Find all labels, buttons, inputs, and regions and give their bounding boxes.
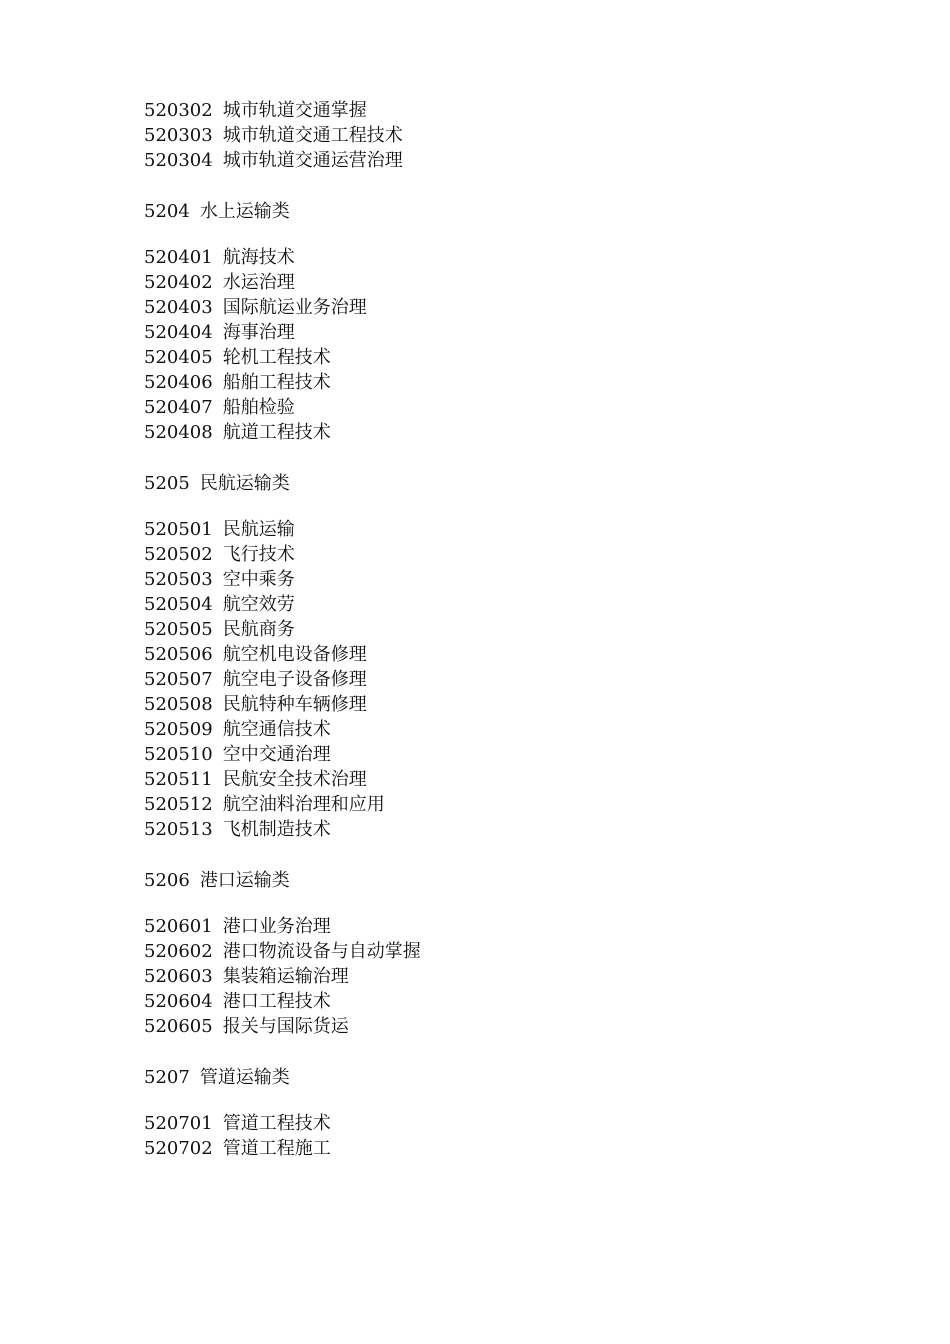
program-name: 航空效劳 — [222, 594, 295, 615]
program-row — [144, 717, 864, 742]
program-row — [144, 420, 864, 445]
program-name: 城市轨道交通运营治理 — [222, 150, 403, 171]
program-name: 空中乘务 — [222, 569, 295, 590]
program-code: 520502 — [144, 544, 213, 565]
program-name: 船舶检验 — [222, 397, 295, 418]
program-name: 航空机电设备修理 — [222, 644, 367, 665]
program-row — [144, 98, 864, 123]
category-code: 5205 — [144, 473, 190, 494]
program-code: 520304 — [144, 150, 213, 171]
category-group — [144, 199, 864, 445]
program-name: 轮机工程技术 — [222, 347, 331, 368]
program-code: 520508 — [144, 694, 213, 715]
program-row — [144, 617, 864, 642]
program-code: 520604 — [144, 991, 213, 1012]
category-code: 5207 — [144, 1067, 190, 1088]
program-code: 520504 — [144, 594, 213, 615]
program-code: 520512 — [144, 794, 213, 815]
program-code: 520509 — [144, 719, 213, 740]
program-row — [144, 592, 864, 617]
program-name: 集装箱运输治理 — [222, 966, 349, 987]
program-code: 520408 — [144, 422, 213, 443]
program-code: 520603 — [144, 966, 213, 987]
program-row — [144, 517, 864, 542]
category-group — [144, 868, 864, 1039]
category-code: 5204 — [144, 201, 190, 222]
program-code: 520407 — [144, 397, 213, 418]
program-code: 520702 — [144, 1138, 213, 1159]
program-name: 水运治理 — [222, 272, 295, 293]
program-name: 港口业务治理 — [222, 916, 331, 937]
category-heading — [144, 868, 864, 893]
program-name: 飞机制造技术 — [222, 819, 331, 840]
program-code: 520401 — [144, 247, 213, 268]
program-row — [144, 692, 864, 717]
program-row — [144, 395, 864, 420]
program-name: 城市轨道交通掌握 — [222, 100, 367, 121]
category-heading — [144, 1065, 864, 1090]
program-code: 520405 — [144, 347, 213, 368]
program-name: 航空电子设备修理 — [222, 669, 367, 690]
program-row — [144, 295, 864, 320]
program-name: 海事治理 — [222, 322, 295, 343]
program-code: 520302 — [144, 100, 213, 121]
program-name: 船舶工程技术 — [222, 372, 331, 393]
program-code: 520503 — [144, 569, 213, 590]
program-code: 520402 — [144, 272, 213, 293]
program-row — [144, 542, 864, 567]
program-name: 管道工程施工 — [222, 1138, 331, 1159]
program-code: 520511 — [144, 769, 213, 790]
program-name: 民航运输 — [222, 519, 295, 540]
program-name: 报关与国际货运 — [222, 1016, 349, 1037]
program-name: 港口物流设备与自动掌握 — [222, 941, 421, 962]
program-name: 国际航运业务治理 — [222, 297, 367, 318]
program-list — [144, 98, 864, 1161]
program-row — [144, 1014, 864, 1039]
category-code: 5206 — [144, 870, 190, 891]
program-row — [144, 1136, 864, 1161]
program-code: 520602 — [144, 941, 213, 962]
program-code: 520505 — [144, 619, 213, 640]
program-row — [144, 1111, 864, 1136]
program-name: 飞行技术 — [222, 544, 295, 565]
program-row — [144, 123, 864, 148]
program-name: 城市轨道交通工程技术 — [222, 125, 403, 146]
program-code: 520404 — [144, 322, 213, 343]
program-code: 520513 — [144, 819, 213, 840]
program-name: 航海技术 — [222, 247, 295, 268]
program-code: 520507 — [144, 669, 213, 690]
program-row — [144, 767, 864, 792]
category-name: 水上运输类 — [199, 201, 290, 222]
program-name: 航空通信技术 — [222, 719, 331, 740]
program-code: 520406 — [144, 372, 213, 393]
program-row — [144, 792, 864, 817]
category-heading — [144, 199, 864, 224]
category-name: 管道运输类 — [199, 1067, 290, 1088]
category-name: 民航运输类 — [199, 473, 290, 494]
program-name: 管道工程技术 — [222, 1113, 331, 1134]
program-name: 民航特种车辆修理 — [222, 694, 367, 715]
program-code: 520605 — [144, 1016, 213, 1037]
program-code: 520510 — [144, 744, 213, 765]
program-code: 520501 — [144, 519, 213, 540]
program-name: 航空油料治理和应用 — [222, 794, 385, 815]
program-row — [144, 345, 864, 370]
program-name: 民航安全技术治理 — [222, 769, 367, 790]
program-row — [144, 964, 864, 989]
category-group — [144, 1065, 864, 1161]
program-row — [144, 939, 864, 964]
program-row — [144, 742, 864, 767]
program-code: 520506 — [144, 644, 213, 665]
category-name: 港口运输类 — [199, 870, 290, 891]
program-row — [144, 370, 864, 395]
program-code: 520303 — [144, 125, 213, 146]
program-row — [144, 148, 864, 173]
program-code: 520403 — [144, 297, 213, 318]
program-row — [144, 320, 864, 345]
program-row — [144, 989, 864, 1014]
program-row — [144, 245, 864, 270]
program-row — [144, 270, 864, 295]
program-row — [144, 817, 864, 842]
program-name: 航道工程技术 — [222, 422, 331, 443]
program-code: 520701 — [144, 1113, 213, 1134]
program-code: 520601 — [144, 916, 213, 937]
program-name: 港口工程技术 — [222, 991, 331, 1012]
program-row — [144, 667, 864, 692]
program-row — [144, 567, 864, 592]
program-row — [144, 642, 864, 667]
category-group — [144, 471, 864, 842]
program-row — [144, 914, 864, 939]
program-name: 民航商务 — [222, 619, 295, 640]
program-name: 空中交通治理 — [222, 744, 331, 765]
category-heading — [144, 471, 864, 496]
category-group — [144, 98, 864, 173]
